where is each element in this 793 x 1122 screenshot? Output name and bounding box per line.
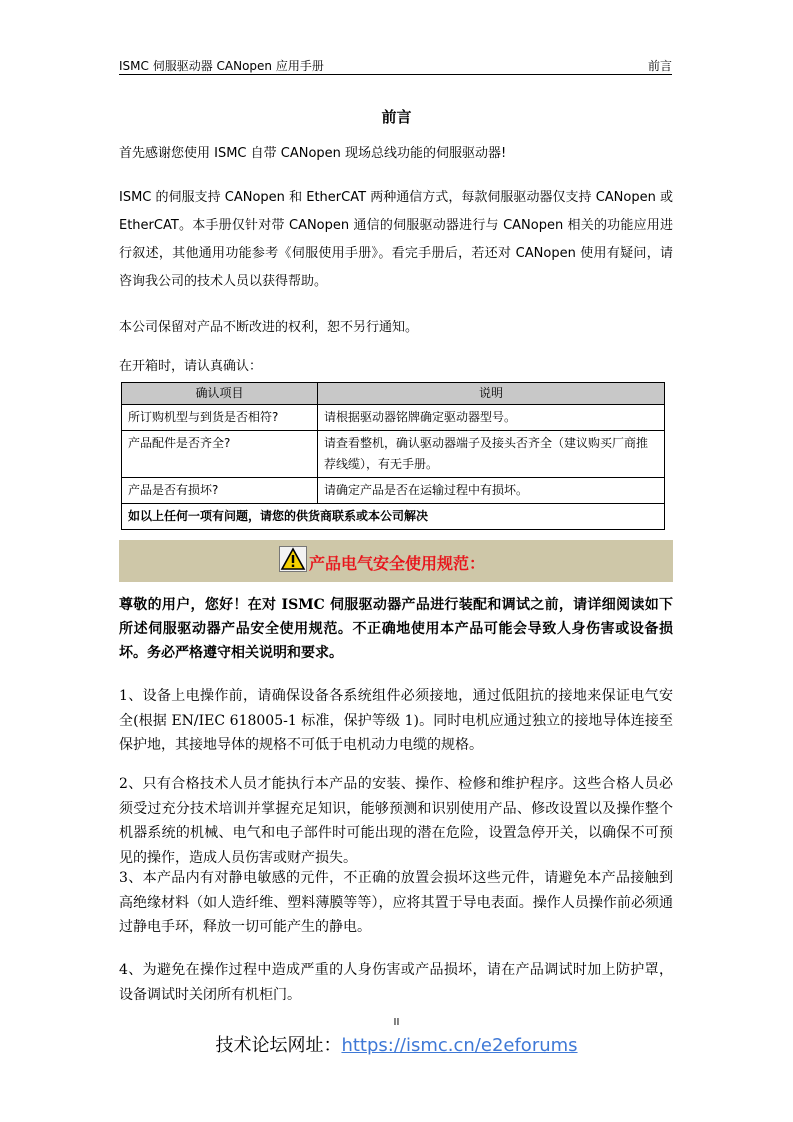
table-cell-item: 产品是否有损坏? bbox=[122, 478, 318, 504]
header-section-title: 前言 bbox=[647, 59, 672, 73]
intro-paragraph: 首先感谢您使用 ISMC 自带 CANopen 现场总线功能的伺服驱动器! bbox=[119, 146, 507, 161]
table-cell-item: 产品配件是否齐全? bbox=[122, 431, 318, 478]
table-cell-description: 请查看整机，确认驱动器端子及接头否齐全（建议购买厂商推荐线缆），有无手册。 bbox=[318, 431, 665, 478]
forum-label: 技术论坛网址： bbox=[215, 1035, 342, 1056]
table-header-description: 说明 bbox=[318, 383, 665, 405]
table-footer-row bbox=[122, 504, 665, 530]
table-header-row bbox=[122, 383, 665, 405]
reserve-rights-paragraph: 本公司保留对产品不断改进的权利，恕不另行通知。 bbox=[119, 320, 419, 335]
header-manual-title: ISMC 伺服驱动器 CANopen 应用手册 bbox=[119, 59, 324, 73]
table-cell-description: 请根据驱动器铭牌确定驱动器型号。 bbox=[318, 405, 665, 431]
safety-item-4: 4、为避免在操作过程中造成严重的人身伤害或产品损坏，请在产品调试时加上防护罩，设备调试时关闭所有机柜门。 bbox=[119, 962, 673, 1003]
table-row bbox=[122, 478, 665, 504]
table-row bbox=[122, 431, 665, 478]
safety-banner bbox=[119, 540, 673, 582]
forum-footer bbox=[0, 1031, 793, 1057]
page-number: II bbox=[393, 1017, 400, 1028]
safety-item-3: 3、本产品内有对静电敏感的元件，不正确的放置会损坏这些元件，请避免本产品接触到高绝缘材料（如人造纤维、塑料薄膜等等），应将其置于导电表面。操作人员操作前必须通过静电手环，释放一切可能产生的静电。 bbox=[119, 870, 673, 935]
safety-banner-title: 产品电气安全使用规范： bbox=[309, 554, 486, 573]
unboxing-confirm-table bbox=[121, 382, 665, 530]
safety-item-1: 1、设备上电操作前，请确保设备各系统组件必须接地，通过低阻抗的接地来保证电气安全(根据 EN/IEC 618005-1 标准，保护等级 1)。同时电机应通过独立的接地导体连接至保护地，其接地导体的规格不可低于电机动力电缆的规格。 bbox=[119, 688, 673, 753]
table-row bbox=[122, 405, 665, 431]
table-cell-item: 所订购机型与到货是否相符? bbox=[122, 405, 318, 431]
safety-greeting: 尊敬的用户，您好！在对 ISMC 伺服驱动器产品进行装配和调试之前，请详细阅读如下所述伺服驱动器产品安全使用规范。不正确地使用本产品可能会导致人身伤害或设备损坏。务必严格遵守相关说明和要求。 bbox=[119, 597, 673, 661]
table-header-item: 确认项目 bbox=[122, 383, 318, 405]
page-header bbox=[119, 54, 672, 75]
safety-item-2: 2、只有合格技术人员才能执行本产品的安装、操作、检修和维护程序。这些合格人员必须受过充分技术培训并掌握充足知识，能够预测和识别使用产品、修改设置以及操作整个机器系统的机械、电气和电子部件时可能出现的潜在危险，设置急停开关，以确保不可预见的操作，造成人员伤害或财产损失。 bbox=[119, 776, 673, 866]
page-title: 前言 bbox=[381, 108, 412, 126]
warning-triangle-icon bbox=[279, 546, 307, 572]
support-paragraph: ISMC 的伺服支持 CANopen 和 EtherCAT 两种通信方式，每款伺服驱动器仅支持 CANopen 或 EtherCAT。本手册仅针对带 CANopen 通信的伺服驱动器进行与 CANopen 相关的功能应用进行叙述，其他通用功能参考《伺服使用手册》。看完手册后，若还对 CANopen 使用有疑问，请咨询我公司的技术人员以获得帮助。 bbox=[119, 190, 673, 289]
table-footer-note: 如以上任何一项有问题，请您的供货商联系或本公司解决 bbox=[122, 504, 665, 530]
unboxing-instruction: 在开箱时，请认真确认： bbox=[119, 359, 263, 374]
table-cell-description: 请确定产品是否在运输过程中有损坏。 bbox=[318, 478, 665, 504]
forum-link[interactable]: https://ismc.cn/e2eforums bbox=[341, 1035, 578, 1056]
